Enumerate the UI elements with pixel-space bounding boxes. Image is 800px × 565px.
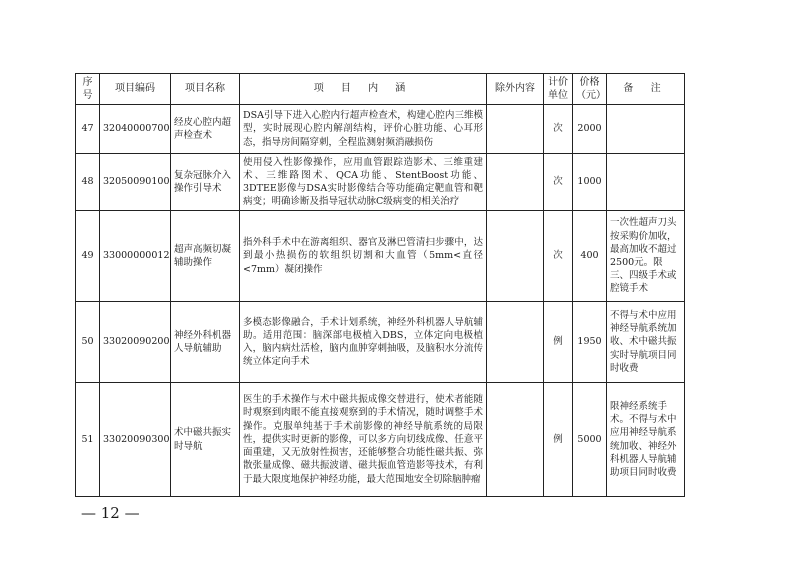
header-seq: 序号: [76, 74, 100, 105]
cell-content: DSA引导下进入心腔内行超声检查术，构建心腔内三维模型，实时展现心腔内解剖结构，评价心脏功能、心耳形态，指导房间隔穿刺，全程监测射频消融损伤: [240, 105, 487, 154]
cell-seq: 49: [76, 211, 100, 302]
cell-content: 指外科手术中在游离组织、器官及淋巴管清扫步骤中，达到最小热损伤的软组织切割和大血管（5mm<直径<7mm）凝闭操作: [240, 211, 487, 302]
cell-code: 32040000700: [100, 105, 171, 154]
table-header-row: [76, 74, 685, 105]
cell-price: 1000: [573, 154, 607, 211]
cell-name: 术中磁共振实时导航: [171, 383, 240, 497]
header-name: 项目名称: [171, 74, 240, 105]
cell-excluded: [487, 302, 544, 383]
cell-content: 医生的手术操作与术中磁共振成像交替进行，使术者能随时观察到肉眼不能直接观察到的手术情况，随时调整手术操作。克服单纯基于手术前影像的神经导航系统的局限性，提供实时更新的影像，可以多方向切线成像、任意平面重建，又无放射性损害，还能够整合功能性磁共振、弥散张量成像、磁共振波谱、磁共振血管造影等技术，有利于最大限度地保护神经功能，最大范围地安全切除脑肿瘤: [240, 383, 487, 497]
cell-content: 多模态影像融合，手术计划系统，神经外科机器人导航辅助。适用范围：脑深部电极植入DBS，立体定向电极植入，脑内病灶活检，脑内血肿穿刺抽吸，及脑积水分流传统立体定向手术: [240, 302, 487, 383]
cell-unit: 次: [544, 211, 573, 302]
cell-remarks: [607, 105, 685, 154]
table-row: [76, 211, 685, 302]
header-unit: 计价单位: [544, 74, 573, 105]
cell-price: 400: [573, 211, 607, 302]
header-content: 项 目 内 涵: [240, 74, 487, 105]
table-row: [76, 383, 685, 497]
cell-seq: 48: [76, 154, 100, 211]
cell-remarks: 一次性超声刀头按采购价加收，最高加收不超过2500元。限三、四级手术或腔镜手术: [607, 211, 685, 302]
cell-remarks: [607, 154, 685, 211]
cell-excluded: [487, 154, 544, 211]
cell-price: 2000: [573, 105, 607, 154]
cell-code: 33020090200: [100, 302, 171, 383]
cell-price: 5000: [573, 383, 607, 497]
table-row: [76, 154, 685, 211]
header-price: 价格（元）: [573, 74, 607, 105]
cell-code: 32050090100: [100, 154, 171, 211]
table-row: [76, 302, 685, 383]
cell-unit: 次: [544, 105, 573, 154]
cell-name: 经皮心腔内超声检查术: [171, 105, 240, 154]
cell-unit: 例: [544, 383, 573, 497]
cell-excluded: [487, 211, 544, 302]
cell-code: 33020090300: [100, 383, 171, 497]
cell-excluded: [487, 383, 544, 497]
header-code: 项目编码: [100, 74, 171, 105]
cell-name: 神经外科机器人导航辅助: [171, 302, 240, 383]
cell-remarks: 不得与术中应用神经导航系统加收、术中磁共振实时导航项目同时收费: [607, 302, 685, 383]
cell-seq: 50: [76, 302, 100, 383]
cell-seq: 51: [76, 383, 100, 497]
page-number: — 12 —: [81, 504, 140, 522]
cell-remarks: 限神经系统手术。不得与术中应用神经导航系统加收、神经外科机器人导航辅助项目同时收费: [607, 383, 685, 497]
cell-name: 超声高频切凝辅助操作: [171, 211, 240, 302]
cell-content: 使用侵入性影像操作，应用血管跟踪造影术、三维重建术、三维路图术、QCA功能、StentBoost功能、3DTEE影像与DSA实时影像结合等功能确定靶血管和靶病变；明确诊断及指导冠状动脉C级病变的相关治疗: [240, 154, 487, 211]
header-remarks: 备 注: [607, 74, 685, 105]
cell-name: 复杂冠脉介入操作引导术: [171, 154, 240, 211]
cell-price: 1950: [573, 302, 607, 383]
cell-seq: 47: [76, 105, 100, 154]
table-row: [76, 105, 685, 154]
cell-excluded: [487, 105, 544, 154]
cell-code: 33000000012: [100, 211, 171, 302]
header-excluded: 除外内容: [487, 74, 544, 105]
cell-unit: 次: [544, 154, 573, 211]
pricing-table: [75, 73, 685, 497]
cell-unit: 例: [544, 302, 573, 383]
